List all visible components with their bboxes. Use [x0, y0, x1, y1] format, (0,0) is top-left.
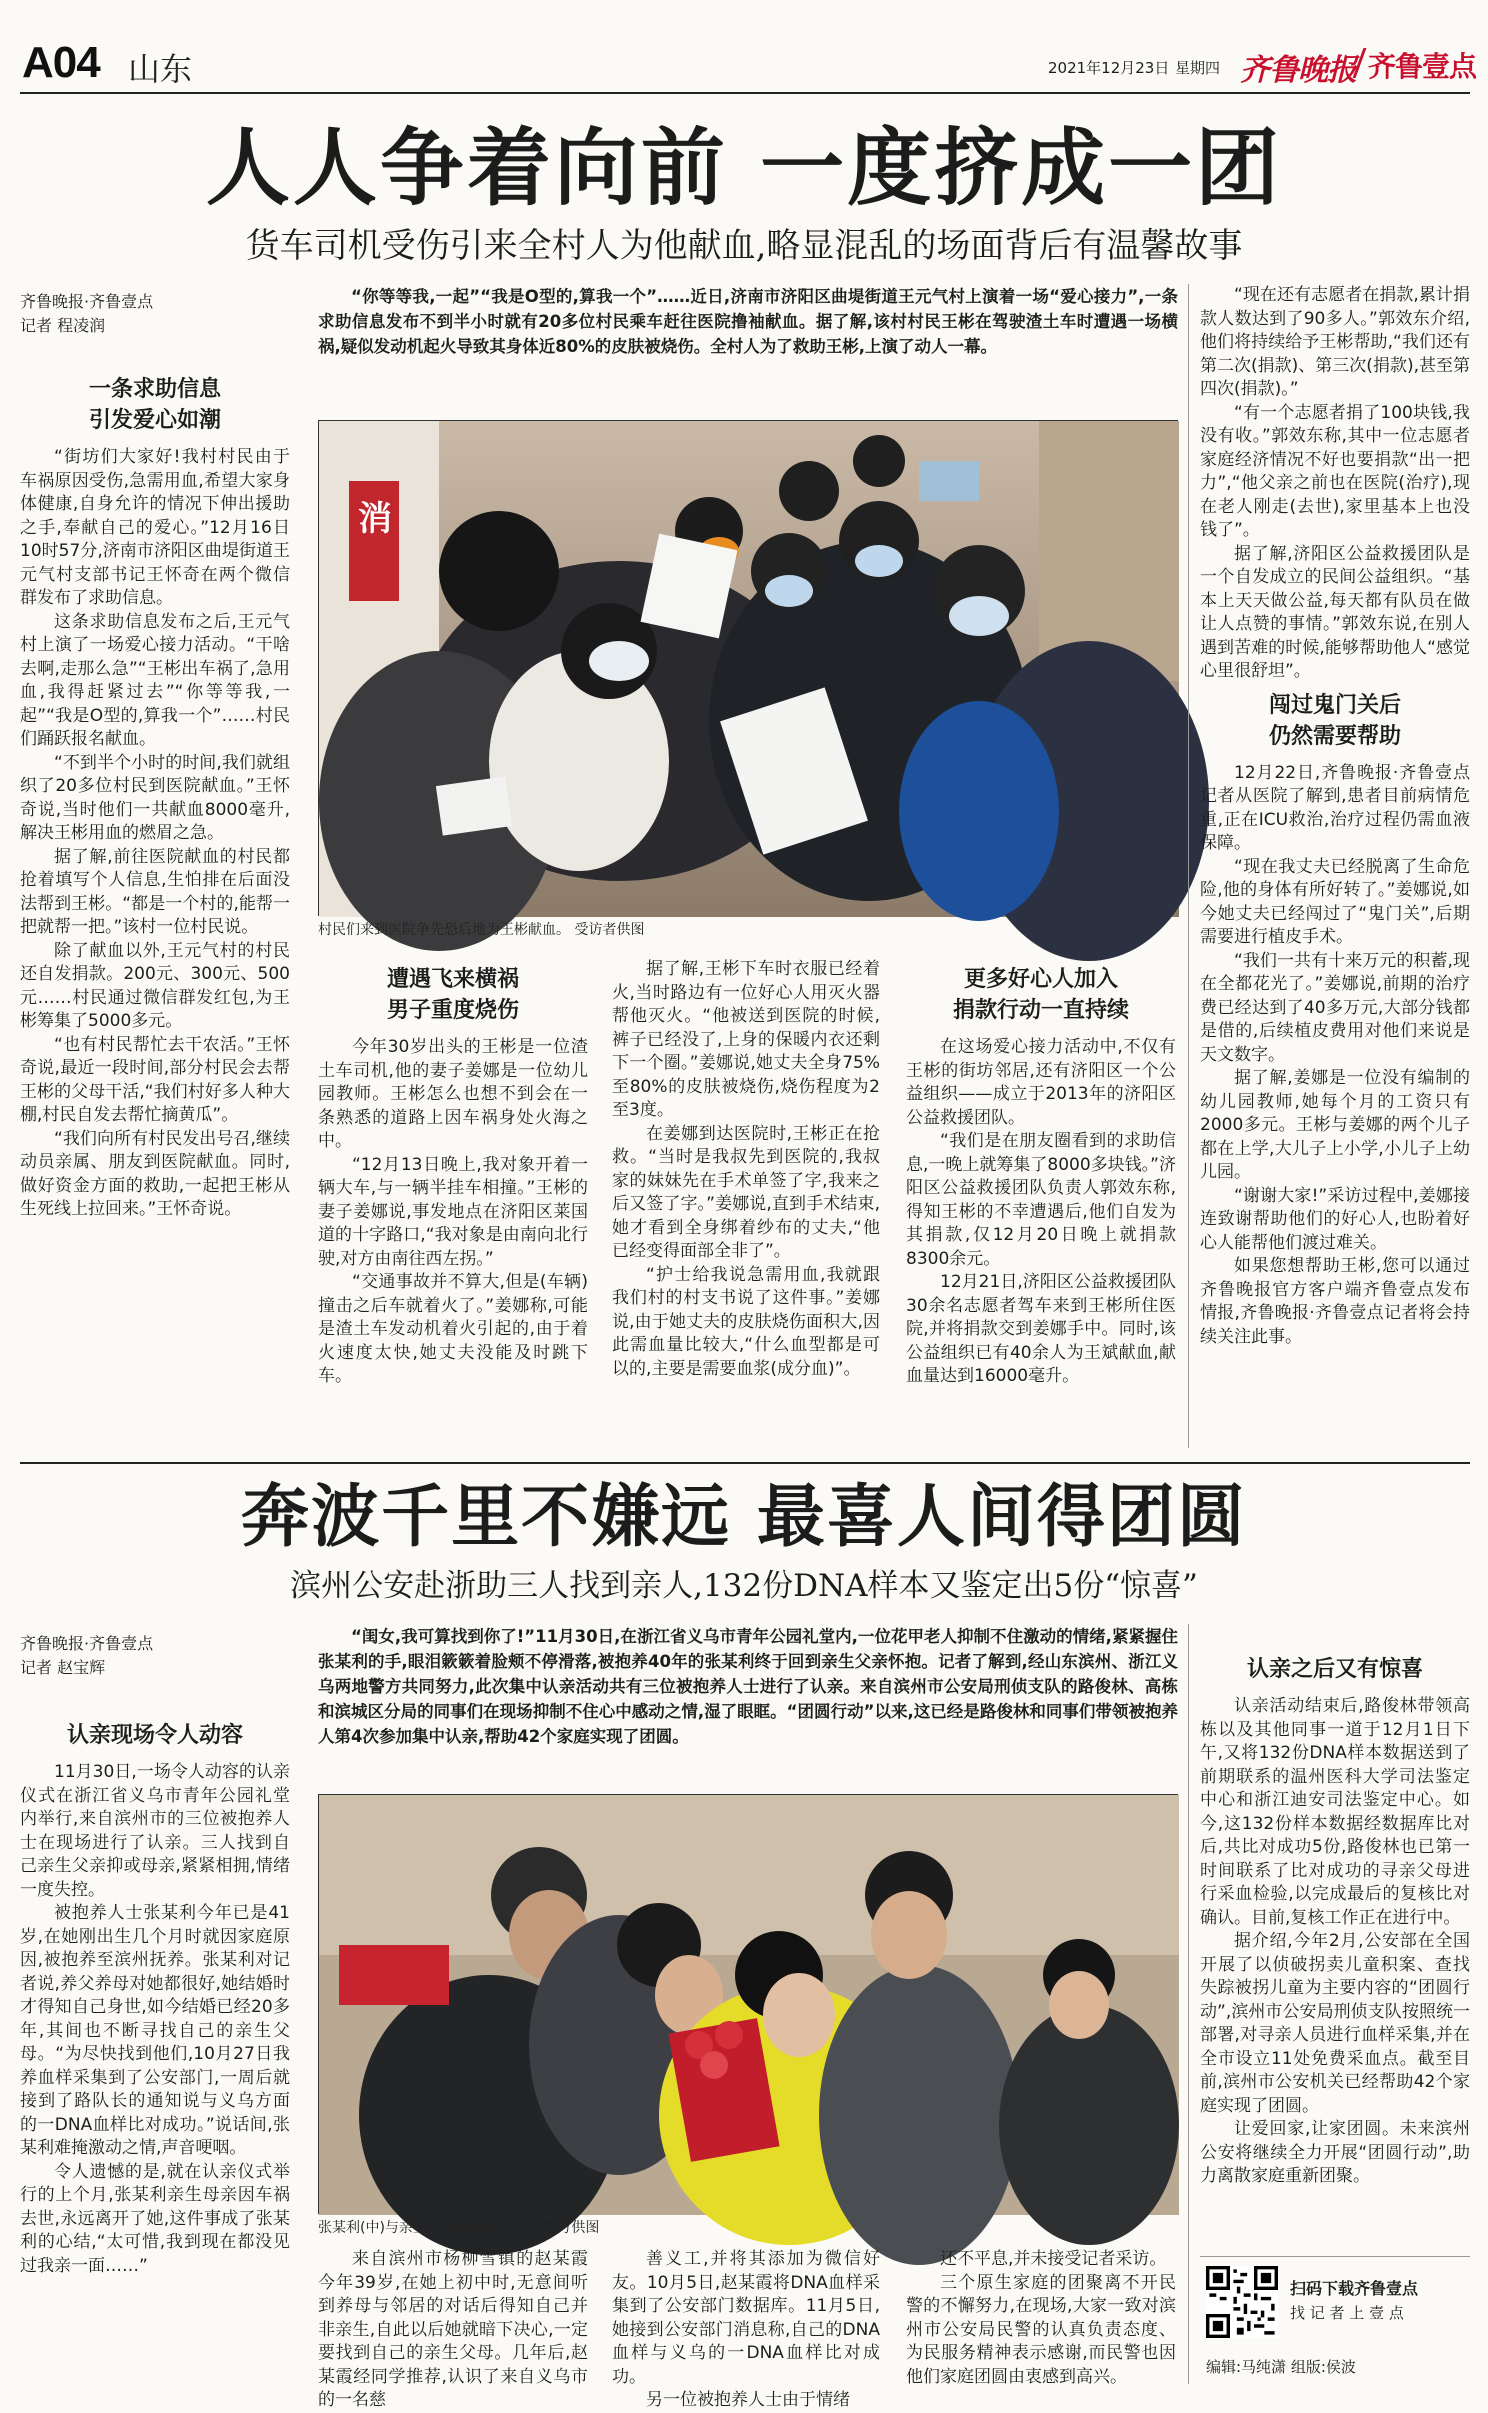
paragraph: “我们向所有村民发出号召,继续动员亲属、朋友到医院献血。同时,做好资金方面的救助,一起把王彬从生死线上拉回来。”王怀奇说。: [20, 1128, 290, 1219]
story1-lede: “你等等我,一起”“我是O型的,算我一个”……近日,济南市济阳区曲堤街道王元气村上演着一场“爱心接力”,一条求助信息发布不到半小时就有20多位村民乘车赶往医院撸袖献血。据了解,该村村民王彬在驾驶渣土车时遭遇一场横祸,疑似发动机起火导致其身体近80%的皮肤被烧伤。全村人为了救助王彬,上演了动人一幕。: [318, 287, 1178, 356]
paragraph: 据了解,前往医院献血的村民都抢着填写个人信息,生怕排在后面没法帮到王彬。“都是一个村的,能帮一把就帮一把。”该村一位村民说。: [20, 846, 290, 937]
story2-lede: “闺女,我可算找到你了!”11月30日,在浙江省义乌市青年公园礼堂内,一位花甲老人抑制不住激动的情绪,紧紧握住张某利的手,眼泪簌簌着脸颊不停滑落,被抱养40年的张某利终于回到亲生父亲怀抱。记者了解到,经山东滨州、浙江义乌两地警方共同努力,此次集中认亲活动共有三位被抱养人士进行了认亲。来自滨州市公安局刑侦支队的路俊林、高栋和滨城区分局的同事们在现场抑制不住心中感动之情,湿了眼眶。“团圆行动”以来,这已经是路俊林和同事们带领被抱养人第4次参加集中认亲,帮助42个家庭实现了团圆。: [318, 1627, 1178, 1746]
paragraph: 据了解,姜娜是一位没有编制的幼儿园教师,她每个月的工资只有2000多元。王彬与姜娜的两个儿子都在上学,大儿子上小学,小儿子上幼儿园。: [1200, 1068, 1470, 1182]
subhead-line: 遭遇飞来横祸: [386, 966, 519, 992]
paragraph: “现在我丈夫已经脱离了生命危险,他的身体有所好转了。”姜娜说,如今她丈夫已经闯过了“鬼门关”,后期需要进行植皮手术。: [1200, 856, 1470, 947]
subhead-line: 更多好心人加入: [963, 966, 1118, 992]
paragraph: “护士给我说急需用血,我就跟我们村的村支书说了这件事。”姜娜说,由于她丈夫的皮肤烧伤面积大,因此需血量比较大,“什么血型都是可以的,主要是需要血浆(成分血)”。: [612, 1264, 880, 1379]
story2-photo-caption: 张某利(中)与亲生父亲拥抱在一起。 警方供图: [318, 2220, 600, 2236]
story2-headline: 奔波千里不嫌远 最喜人间得团圆: [241, 1477, 1247, 1557]
paragraph: 11月30日,一场令人动容的认亲仪式在浙江省义乌市青年公园礼堂内举行,来自滨州市的三位被抱养人士在现场进行了认亲。三人找到自己亲生父亲抑或母亲,紧紧相拥,情绪一度失控。: [20, 1762, 290, 1900]
paragraph: “街坊们大家好!我村村民由于车祸原因受伤,急需用血,希望大家身体健康,自身允许的情况下伸出援助之手,奉献自己的爱心。”12月16日10时57分,济南市济阳区曲堤街道王元气村支部书记王怀奇在两个微信群发布了求助信息。: [20, 447, 290, 608]
header-rule: [20, 92, 1470, 94]
paragraph: 如果您想帮助王彬,您可以通过齐鲁晚报官方客户端齐鲁壹点发布情报,齐鲁晚报·齐鲁壹点记者将会持续关注此事。: [1200, 1256, 1470, 1347]
column-d-subhead: [906, 964, 1176, 1026]
column-b-subhead: [318, 964, 588, 1026]
brand-qilu-yidian: 齐鲁壹点: [1368, 50, 1477, 83]
blood-donation-crowd-image: [319, 421, 1179, 917]
paragraph: 被抱养人士张某利今年已是41岁,在她刚出生几个月时就因家庭原因,被抱养至滨州抚养。张某利对记者说,养父养母对她都很好,她结婚时才得知自己身世,如今结婚已经20多年,其间也不断寻找自己的亲生父母。“为尽快找到他们,10月27日我养血样采集到了公安部门,一周后就接到了路队长的通知说与义乌方面的一DNA血样比对成功。”说话间,张某利难掩激动之情,声音哽咽。: [20, 1903, 290, 2158]
brand-qilu-evening: 齐鲁晚报: [1240, 53, 1356, 88]
story1-photo: [318, 420, 1178, 916]
subhead-line: 闯过鬼门关后: [1268, 691, 1401, 718]
paragraph: 在这场爱心接力活动中,不仅有王彬的街坊邻居,还有济阳区一个公益组织——成立于2013年的济阳区公益救援团队。: [906, 1037, 1176, 1128]
paragraph: “交通事故并不算大,但是(车辆)撞击之后车就着火了。”姜娜称,可能是渣土车发动机着火引起的,由于着火速度太快,她丈夫没能及时跳下车。: [318, 1272, 588, 1386]
story2-photo: [318, 1794, 1178, 2214]
paragraph: 据了解,王彬下车时衣服已经着火,当时路边有一位好心人用灭火器帮他灭火。“他被送到医院的时候,裤子已经没了,上身的保暖内衣还剩下一个圈。”姜娜说,她丈夫全身75%至80%的皮肤被烧伤,烧伤程度为2至3度。: [612, 959, 880, 1120]
column-rule: [1188, 284, 1189, 1448]
story2-column-e: [1200, 1648, 1470, 2248]
story1-byline: [20, 290, 290, 338]
paragraph: 另一位被抱养人士由于情绪: [646, 2390, 850, 2410]
page-header: [0, 0, 1488, 100]
paragraph: 在姜娜到达医院时,王彬正在抢救。“当时是我叔先到医院的,我叔家的妹妹先在手术单签了字,我来之后又签了字。”姜娜说,直到手术结束,她才看到全身绑着纱布的丈夫,“他已经变得面部全非了”。: [612, 1123, 880, 1261]
column-a-subhead: 认亲现场令人动容: [66, 1722, 243, 1748]
byline-outlet: 齐鲁晚报·齐鲁壹点: [20, 1634, 154, 1653]
paragraph: 据介绍,今年2月,公安部在全国开展了以侦破拐卖儿童积案、查找失踪被拐儿童为主要内容的“团圆行动”,滨州市公安局刑侦支队按照统一部署,对寻亲人员进行血样采集,并在全市设立11处免费采血点。截至目前,滨州市公安机关已经帮助42个家庭实现了团圆。: [1200, 1931, 1470, 2116]
subhead-line: 捐款行动一直持续: [952, 997, 1129, 1023]
subhead-line: 仍然需要帮助: [1268, 722, 1401, 749]
paragraph: 今年30岁出头的王彬是一位渣土车司机,他的妻子姜娜是一位幼儿园教师。王彬怎么也想不到会在一条熟悉的道路上因车祸身处火海之中。: [318, 1037, 588, 1151]
paragraph: 12月21日,济阳区公益救援团队30余名志愿者驾车来到王彬所住医院,并将捐款交到姜娜手中。同时,该公益组织已有40余人为王斌献血,献血量达到16000毫升。: [906, 1272, 1176, 1386]
paragraph: 12月22日,齐鲁晚报·齐鲁壹点记者从医院了解到,患者目前病情危重,正在ICU救治,治疗过程仍需血液保障。: [1200, 762, 1470, 853]
story1-column-d: [906, 958, 1176, 1448]
story2-column-a: [20, 1714, 290, 2384]
paragraph: 三个原生家庭的团聚离不开民警的不懈努力,在现场,大家一致对滨州市公安局民警的认真负责态度、为民服务精神表示感谢,而民警也因他们家庭团圆由衷感到高兴。: [906, 2272, 1176, 2387]
story1-subhead: 货车司机受伤引来全村人为他献血,略显混乱的场面背后有温馨故事: [245, 226, 1243, 266]
paragraph: 这条求助信息发布之后,王元气村上演了一场爱心接力活动。“干啥去啊,走那么急”“王彬出车祸了,急用血,我得赶紧过去”“你等等我,一起”“我是O型的,算我一个”……村民们踊跃报名献血。: [20, 611, 290, 749]
qr-top-rule: [1200, 2256, 1470, 2257]
issue-weekday: 星期四: [1175, 59, 1221, 77]
paragraph: “也有村民帮忙去干农活。”王怀奇说,最近一段时间,部分村民会去帮王彬的父母干活,“我们村好多人种大棚,村民自发去帮忙摘黄瓜”。: [20, 1034, 290, 1125]
byline-reporter: 记者 程凌润: [20, 316, 106, 335]
photo-wall-sign: 消: [358, 499, 392, 539]
paragraph: “谢谢大家!”采访过程中,姜娜接连致谢帮助他们的好心人,也盼着好心人能帮他们渡过难关。: [1200, 1185, 1470, 1253]
paragraph: “我们一共有十来万元的积蓄,现在全都花光了。”姜娜说,前期的治疗费已经达到了40多万元,大部分钱都是借的,后续植皮费用对他们来说是天文数字。: [1200, 950, 1470, 1065]
qr-code-block[interactable]: [1206, 2262, 1468, 2344]
byline-outlet: 齐鲁晚报·齐鲁壹点: [20, 292, 154, 311]
paragraph: 令人遗憾的是,就在认亲仪式举行的上个月,张某利亲生母亲因车祸去世,永远离开了她,这件事成了张某利的心结,“太可惜,我到现在都没见过我亲一面……”: [20, 2161, 290, 2276]
story1-column-b: [318, 958, 588, 1448]
page-number: A04: [22, 38, 100, 87]
family-reunion-image: [319, 1795, 1179, 2215]
paragraph: 善义工,并将其添加为微信好友。10月5日,赵某霞将DNA血样采集到了公安部门数据库。11月5日,她接到公安部门消息称,自己的DNA血样与义乌的一DNA血样比对成功。: [612, 2249, 880, 2387]
story2-column-d: [906, 2248, 1176, 2387]
qr-code-icon: [1206, 2266, 1278, 2338]
paragraph: “我们是在朋友圈看到的求助信息,一晚上就筹集了8000多块钱。”济阳区公益救援团队负责人郭效东称,得知王彬的不幸遭遇后,他们自发为其捐款,仅12月20日晚上就捐款8300余元。: [906, 1131, 1176, 1269]
story-divider: [20, 1462, 1470, 1464]
qr-sublabel: 找 记 者 上 壹 点: [1290, 2304, 1404, 2322]
paragraph: “12月13日晚上,我对象开着一辆大车,与一辆半挂车相撞。”王彬的妻子姜娜说,事发地点在济阳区莱国道的十字路口,“我对象是由南向北行驶,对方由南往西左拐。”: [318, 1154, 588, 1269]
issue-date: 2021年12月23日: [1048, 59, 1170, 77]
story2-subhead: 滨州公安赴浙助三人找到亲人,132份DNA样本又鉴定出5份“惊喜”: [290, 1568, 1198, 1604]
story1-photo-caption: 村民们来到医院争先恐后地为王彬献血。 受访者供图: [318, 922, 645, 938]
story1-column-a: [20, 368, 290, 1448]
paragraph: 来自滨州市杨柳雪镇的赵某霞今年39岁,在她上初中时,无意间听到养母与邻居的对话后得知自己并非亲生,自此以后她就暗下决心,一定要找到自己的亲生父母。几年后,赵某霞经同学推荐,认识了来自义乌市的一名慈: [318, 2249, 588, 2410]
column-a-subhead: [20, 374, 290, 436]
section-name: 山东: [128, 50, 193, 88]
subhead-line: 男子重度烧伤: [386, 997, 519, 1023]
byline-reporter: 记者 赵宝辉: [20, 1658, 106, 1677]
paragraph: 据了解,济阳区公益救援团队是一个自发成立的民间公益组织。“基本上天天做公益,每天都有队员在做让人点赞的事情。”郭效东说,在别人遇到苦难的时候,能够帮助他人“感觉心里很舒坦”。: [1200, 543, 1470, 681]
story2-column-c: [612, 2248, 880, 2410]
story2-column-b: [318, 2248, 588, 2410]
column-e-subhead: [1200, 690, 1470, 752]
qr-label: 扫码下载齐鲁壹点: [1290, 2279, 1419, 2298]
paragraph: “不到半个小时的时间,我们就组织了20多位村民到医院献血。”王怀奇说,当时他们一共献血8000毫升,解决王彬用血的燃眉之急。: [20, 752, 290, 843]
story2-byline: [20, 1632, 290, 1680]
story1-column-e: [1200, 284, 1470, 1448]
story1-column-c: [612, 958, 880, 1448]
paragraph: “有一个志愿者捐了100块钱,我没有收。”郭效东称,其中一位志愿者家庭经济情况不好也要捐款“出一把力”,“他父亲之前也在医院(治疗),现在老人刚走(去世),家里基本上也没钱了”。: [1200, 402, 1470, 540]
paragraph: 除了献血以外,王元气村的村民还自发捐款。200元、300元、500元……村民通过微信群发红包,为王彬筹集了5000多元。: [20, 940, 290, 1031]
editor-credit: 编辑:马纯潇 组版:侯波: [1206, 2358, 1356, 2376]
story1-headline: 人人争着向前 一度挤成一团: [205, 118, 1283, 217]
subhead-line: 引发爱心如潮: [88, 407, 221, 433]
paragraph: 还不平息,并未接受记者采访。: [940, 2249, 1167, 2269]
paragraph: “现在还有志愿者在捐款,累计捐款人数达到了90多人。”郭效东介绍,他们将持续给予王彬帮助,“我们还有第二次(捐款)、第三次(捐款),甚至第四次(捐款)。”: [1200, 285, 1470, 399]
paragraph: 认亲活动结束后,路俊林带领高栋以及其他同事一道于12月1日下午,又将132份DNA样本数据送到了前期联系的温州医科大学司法鉴定中心和浙江迪安司法鉴定中心。如今,这132份样本数据经数据库比对后,共比对成功5份,路俊林也已第一时间联系了比对成功的寻亲父母进行采血检验,以完成最后的复核比对确认。目前,复核工作正在进行中。: [1200, 1696, 1470, 1928]
column-rule: [1188, 1624, 1189, 2384]
paragraph: 让爱回家,让家团圆。未来滨州公安将继续全力开展“团圆行动”,助力离散家庭重新团聚。: [1200, 2119, 1470, 2186]
column-e-subhead: 认亲之后又有惊喜: [1246, 1656, 1423, 1682]
subhead-line: 一条求助信息: [88, 376, 221, 402]
